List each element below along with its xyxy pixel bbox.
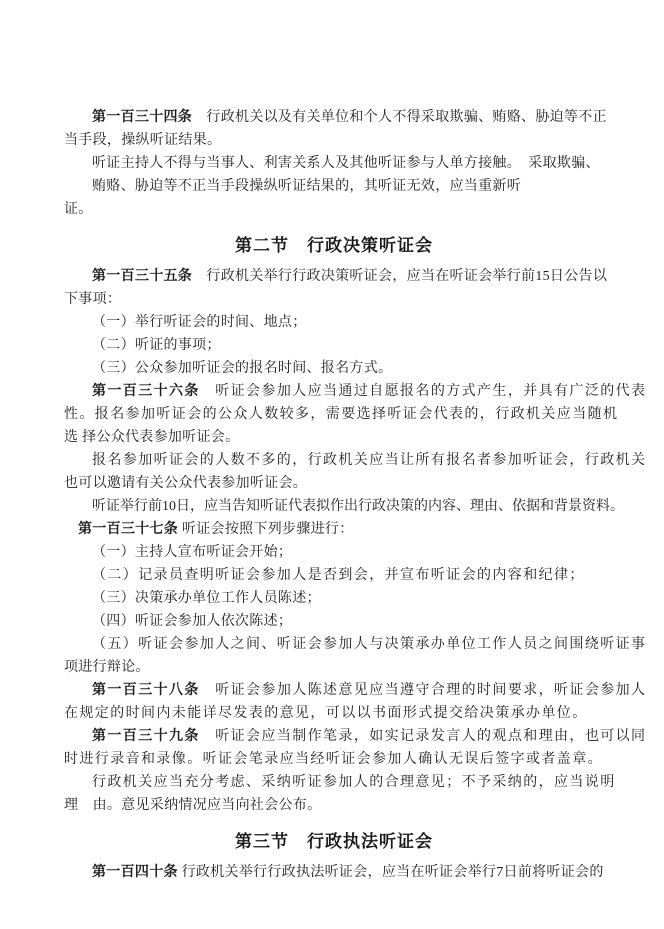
line-text: 第二节 行政决策听证会 bbox=[235, 236, 433, 255]
article-number: 第一百三十七条 bbox=[78, 522, 179, 537]
text-line bbox=[64, 495, 624, 518]
text-line bbox=[64, 449, 647, 472]
line-text: 听证会应当制作笔录，如实记录发言人的观点和理由，也可以同 bbox=[215, 729, 647, 744]
article-number: 第一百三十八条 bbox=[92, 683, 200, 698]
line-text: 听证会参加人应当通过自愿报名的方式产生，并具有广泛的代表 bbox=[215, 384, 647, 399]
line-text: （三）公众参加听证会的报名时间、报名方式。 bbox=[92, 361, 393, 376]
line-text: 理 由。意见采纳情况应当向社会公布。 bbox=[64, 798, 322, 813]
line-text: 行政机关举行行政执法听证会，应当在听证会举行7日前将听证会的 bbox=[181, 865, 604, 880]
line-text: 也可以邀请有关公众代表参加听证会。 bbox=[64, 476, 308, 491]
line-text: 听证会参加人陈述意见应当遵守合理的时间要求，听证会参加人 bbox=[215, 683, 647, 698]
article-number: 第一百三十四条 bbox=[92, 110, 193, 125]
line-text: 下事项： bbox=[64, 292, 122, 307]
line-text: 第三节 行政执法听证会 bbox=[235, 832, 433, 851]
text-line bbox=[64, 610, 604, 633]
text-line bbox=[64, 725, 647, 748]
article-number: 第一百三十六条 bbox=[92, 384, 200, 399]
line-text: （一）举行听证会的时间、地点； bbox=[92, 315, 307, 330]
text-line bbox=[64, 152, 604, 175]
text-line bbox=[64, 748, 604, 771]
article-number: 第一百三十五条 bbox=[92, 269, 193, 284]
line-text: 项进行辩论。 bbox=[64, 660, 150, 675]
text-line bbox=[64, 633, 647, 656]
section-heading bbox=[64, 829, 604, 855]
text-line bbox=[64, 106, 607, 129]
text-line bbox=[64, 426, 604, 449]
line-text: 选 择公众代表参加听证会。 bbox=[64, 430, 240, 445]
text-line bbox=[64, 656, 604, 679]
text-line bbox=[64, 265, 608, 288]
text-line bbox=[64, 472, 604, 495]
text-line bbox=[64, 679, 647, 702]
article-number: 第一百三十九条 bbox=[92, 729, 200, 744]
line-text: 听证主持人不得与当事人、利害关系人及其他听证参与人单方接触。 采取欺骗、 bbox=[92, 156, 600, 171]
text-line bbox=[64, 794, 604, 817]
text-line bbox=[64, 129, 604, 152]
text-line bbox=[64, 541, 604, 564]
line-text: 证。 bbox=[64, 202, 93, 217]
line-text: 行政机关以及有关单位和个人不得采取欺骗、贿赂、胁迫等不正 bbox=[206, 110, 607, 125]
text-line bbox=[64, 198, 604, 221]
text-line bbox=[64, 403, 619, 426]
line-text: 性。报名参加听证会的公众人数较多，需要选择听证会代表的，行政机关应当随机 bbox=[64, 407, 619, 422]
line-text: 听证举行前10日，应当告知听证代表拟作出行政决策的内容、理由、依据和背景资料。 bbox=[92, 499, 624, 514]
text-line bbox=[64, 587, 604, 610]
text-line bbox=[64, 288, 604, 311]
line-text: （二）记录员查明听证会参加人是否到会，并宣布听证会的内容和纪律； bbox=[92, 568, 585, 583]
line-text: 听证会按照下列步骤进行： bbox=[181, 522, 354, 537]
line-text: （四）听证会参加人依次陈述； bbox=[92, 614, 293, 629]
text-line bbox=[64, 311, 604, 334]
line-text: 行政机关举行行政决策听证会，应当在听证会举行前15日公告以 bbox=[206, 269, 608, 284]
line-text: 报名参加听证会的人数不多的，行政机关应当让所有报名者参加听证会，行政机关 bbox=[92, 453, 647, 468]
line-text: （三）决策承办单位工作人员陈述； bbox=[92, 591, 321, 606]
line-text: 时进行录音和录像。听证会笔录应当经听证会参加人确认无误后签字或者盖章。 bbox=[64, 752, 603, 767]
text-line bbox=[64, 518, 604, 541]
section-heading bbox=[64, 233, 604, 259]
text-line bbox=[64, 861, 604, 884]
document-text bbox=[64, 106, 647, 884]
line-text: （五）听证会参加人之间、听证会参加人与决策承办单位工作人员之间围绕听证事 bbox=[92, 637, 647, 652]
text-line bbox=[64, 334, 604, 357]
text-line bbox=[64, 357, 604, 380]
line-text: 贿赂、胁迫等不正当手段操纵听证结果的，其听证无效，应当重新听 bbox=[92, 179, 521, 194]
line-text: 当手段，操纵听证结果。 bbox=[64, 133, 222, 148]
line-text: （二）听证的事项； bbox=[92, 338, 221, 353]
text-line bbox=[64, 564, 604, 587]
text-line bbox=[64, 702, 604, 725]
text-line bbox=[64, 380, 647, 403]
article-number: 第一百四十条 bbox=[92, 865, 178, 880]
line-text: 在规定的时间内未能详尽发表的意见，可以以书面形式提交给决策承办单位。 bbox=[64, 706, 588, 721]
line-text: （一）主持人宣布听证会开始； bbox=[92, 545, 293, 560]
text-line bbox=[64, 771, 616, 794]
text-line bbox=[64, 175, 604, 198]
line-text: 行政机关应当充分考虑、采纳听证参加人的合理意见；不予采纳的，应当说明 bbox=[92, 775, 616, 790]
